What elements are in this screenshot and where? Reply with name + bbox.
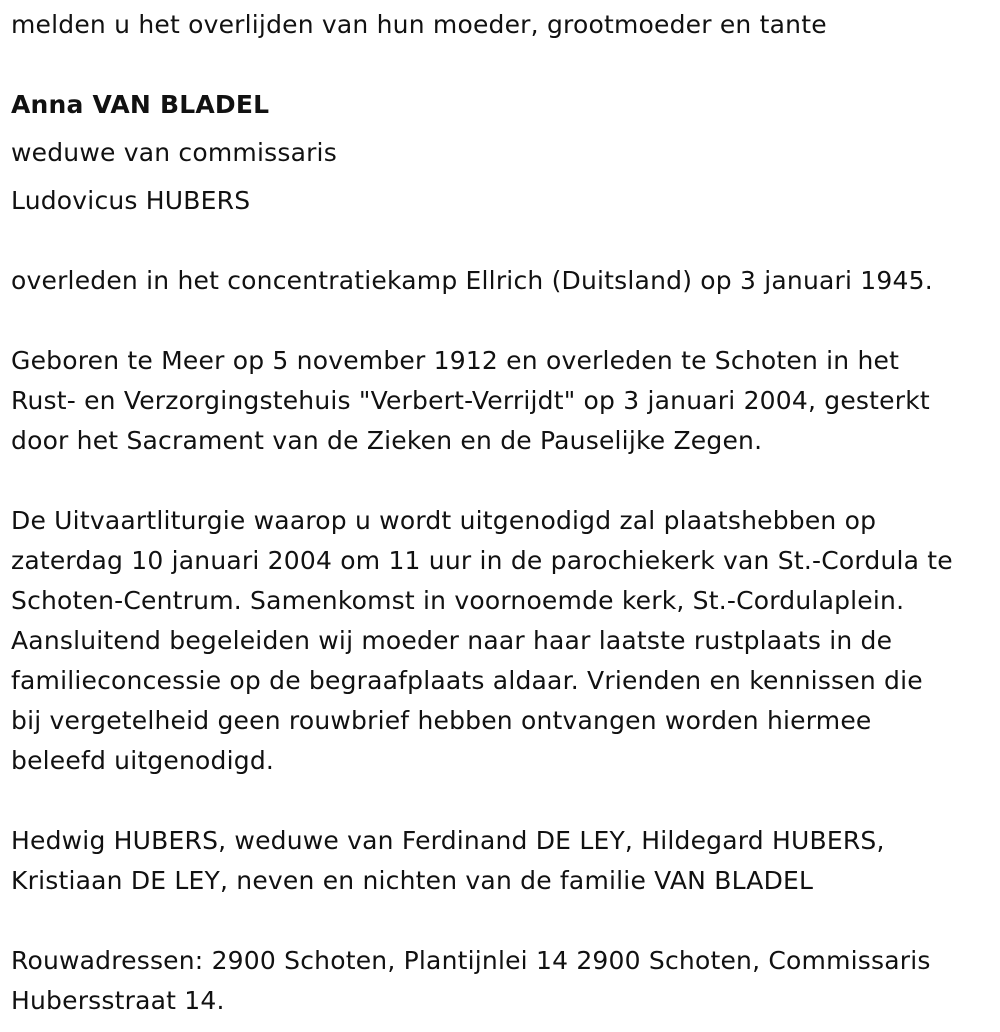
paragraph-line: door het Sacrament van de Zieken en de Pauselijke Zegen. [11,426,763,455]
paragraph-line: Schoten-Centrum. Samenkomst in voornoemde kerk, St.-Cordulaplein. [11,586,905,615]
paragraph-line: Rust- en Verzorgingstehuis "Verbert-Verrijdt" op 3 januari 2004, gesterkt [11,386,930,415]
paragraph-line: De Uitvaartliturgie waarop u wordt uitgenodigd zal plaatshebben op [11,506,877,535]
paragraph-line: Rouwadressen: 2900 Schoten, Plantijnlei 14 2900 Schoten, Commissaris [11,946,931,975]
intro-text: melden u het overlijden van hun moeder, grootmoeder en tante [11,10,827,39]
paragraph-line: Hedwig HUBERS, weduwe van Ferdinand DE LEY, Hildegard HUBERS, [11,826,885,855]
relation-line-1: weduwe van commissaris [11,138,337,167]
husband-death-text: overleden in het concentratiekamp Ellrich (Duitsland) op 3 januari 1945. [11,266,933,295]
funeral-paragraph [11,501,953,781]
paragraph-line: Geboren te Meer op 5 november 1912 en overleden te Schoten in het [11,346,900,375]
relation-line-2: Ludovicus HUBERS [11,186,251,215]
paragraph-line: beleefd uitgenodigd. [11,746,275,775]
paragraph-line: Kristiaan DE LEY, neven en nichten van de familie VAN BLADEL [11,866,814,895]
birth-death-paragraph [11,341,930,461]
paragraph-line: bij vergetelheid geen rouwbrief hebben ontvangen worden hiermee [11,706,872,735]
paragraph-line: Hubersstraat 14. [11,986,225,1015]
paragraph-line: familieconcessie op de begraafplaats aldaar. Vrienden en kennissen die [11,666,923,695]
paragraph-line: zaterdag 10 januari 2004 om 11 uur in de parochiekerk van St.-Cordula te [11,546,953,575]
deceased-name: Anna VAN BLADEL [11,90,270,119]
family-paragraph [11,821,885,901]
paragraph-line: Aansluitend begeleiden wij moeder naar haar laatste rustplaats in de [11,626,893,655]
address-paragraph [11,941,931,1021]
